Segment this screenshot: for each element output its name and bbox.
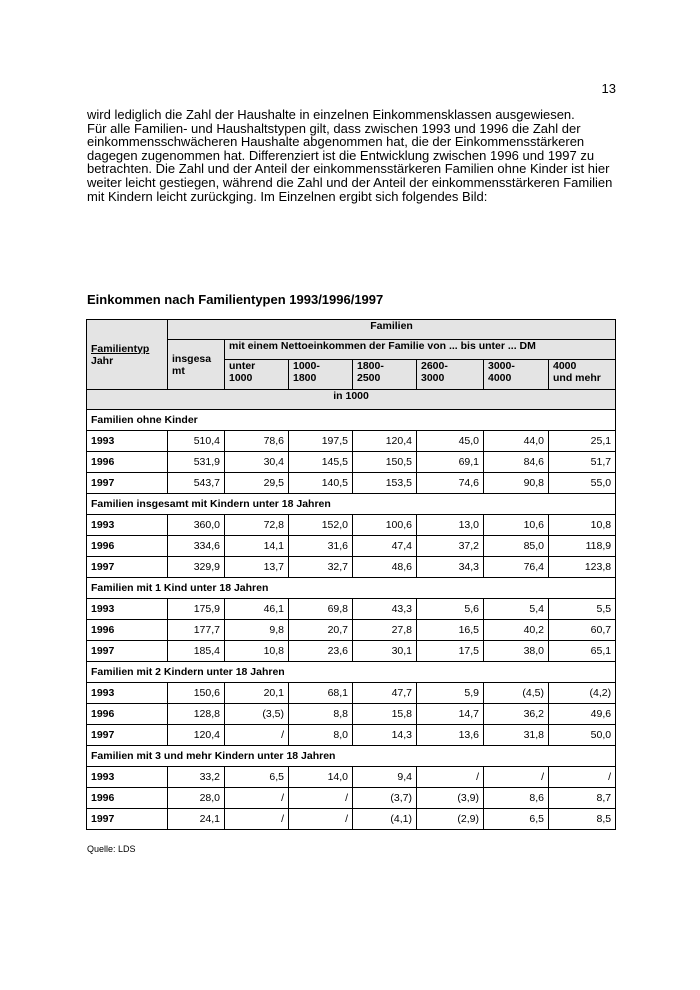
corner-label-year: Jahr <box>91 354 114 367</box>
value-cell: 44,0 <box>484 431 549 452</box>
value-cell: 20,1 <box>225 683 289 704</box>
value-cell: (2,9) <box>417 809 484 830</box>
total-cell: 177,7 <box>168 620 225 641</box>
value-cell: (3,5) <box>225 704 289 725</box>
value-cell: 34,3 <box>417 557 484 578</box>
income-column-header <box>549 360 616 390</box>
value-cell: 49,6 <box>549 704 616 725</box>
value-cell: 6,5 <box>484 809 549 830</box>
value-cell: 90,8 <box>484 473 549 494</box>
value-cell: 31,8 <box>484 725 549 746</box>
value-cell: 36,2 <box>484 704 549 725</box>
column-header-line: unter <box>229 360 256 372</box>
year-cell: 1996 <box>87 788 168 809</box>
total-cell: 185,4 <box>168 641 225 662</box>
table-header <box>87 320 616 410</box>
value-cell: 5,5 <box>549 599 616 620</box>
total-cell: 334,6 <box>168 536 225 557</box>
value-cell: 153,5 <box>353 473 417 494</box>
value-cell: 197,5 <box>289 431 353 452</box>
value-cell: 14,7 <box>417 704 484 725</box>
value-cell: 78,6 <box>225 431 289 452</box>
intro-line: Für alle Familien- und Haushaltstypen gilt, dass zwischen 1993 und 1996 die Zahl der <box>87 120 581 136</box>
group-row <box>87 494 616 515</box>
value-cell: 16,5 <box>417 620 484 641</box>
value-cell: 40,2 <box>484 620 549 641</box>
column-header-line: 1800- <box>357 360 384 372</box>
value-cell: 76,4 <box>484 557 549 578</box>
value-cell: 27,8 <box>353 620 417 641</box>
value-cell: 25,1 <box>549 431 616 452</box>
value-cell: / <box>484 767 549 788</box>
value-cell: (4,5) <box>484 683 549 704</box>
value-cell: 65,1 <box>549 641 616 662</box>
value-cell: 47,4 <box>353 536 417 557</box>
value-cell: 29,5 <box>225 473 289 494</box>
value-cell: 150,5 <box>353 452 417 473</box>
value-cell: 17,5 <box>417 641 484 662</box>
total-header-line: mt <box>172 364 185 377</box>
column-header-line: 2600- <box>421 360 448 372</box>
table-body <box>87 410 616 830</box>
table-row <box>87 557 616 578</box>
value-cell: (4,2) <box>549 683 616 704</box>
intro-paragraph <box>87 108 627 203</box>
value-cell: 85,0 <box>484 536 549 557</box>
table-row <box>87 620 616 641</box>
total-cell: 120,4 <box>168 725 225 746</box>
group-label: Familien insgesamt mit Kindern unter 18 Jahren <box>87 494 616 515</box>
table-row <box>87 704 616 725</box>
year-cell: 1996 <box>87 536 168 557</box>
table-row <box>87 683 616 704</box>
table-row <box>87 536 616 557</box>
value-cell: 10,8 <box>549 515 616 536</box>
group-label: Familien mit 2 Kindern unter 18 Jahren <box>87 662 616 683</box>
total-cell: 329,9 <box>168 557 225 578</box>
value-cell: 15,8 <box>353 704 417 725</box>
total-cell: 531,9 <box>168 452 225 473</box>
income-column-header <box>484 360 549 390</box>
value-cell: 152,0 <box>289 515 353 536</box>
value-cell: 8,7 <box>549 788 616 809</box>
table-title: Einkommen nach Familientypen 1993/1996/1997 <box>87 292 384 307</box>
source-note: Quelle: LDS <box>87 844 136 854</box>
value-cell: 84,6 <box>484 452 549 473</box>
value-cell: 50,0 <box>549 725 616 746</box>
value-cell: 6,5 <box>225 767 289 788</box>
value-cell: / <box>225 725 289 746</box>
intro-line: einkommensschwächeren Haushalte abgenommen hat, die der Einkommensstärkeren <box>87 134 585 150</box>
value-cell: 8,8 <box>289 704 353 725</box>
total-cell: 150,6 <box>168 683 225 704</box>
table-row <box>87 431 616 452</box>
value-cell: 118,9 <box>549 536 616 557</box>
table-row <box>87 809 616 830</box>
column-header-line: 1000- <box>293 360 320 372</box>
value-cell: 43,3 <box>353 599 417 620</box>
year-cell: 1997 <box>87 725 168 746</box>
corner-header-cell <box>87 320 168 390</box>
value-cell: 5,4 <box>484 599 549 620</box>
total-cell: 543,7 <box>168 473 225 494</box>
value-cell: (3,9) <box>417 788 484 809</box>
intro-line: dagegen zugenommen hat. Differenziert ist die Entwicklung zwischen 1996 und 1997 zu <box>87 147 595 163</box>
column-header-line: 1000 <box>229 372 253 384</box>
value-cell: 20,7 <box>289 620 353 641</box>
year-cell: 1997 <box>87 473 168 494</box>
table-row <box>87 473 616 494</box>
families-header: Familien <box>168 320 616 340</box>
value-cell: 32,7 <box>289 557 353 578</box>
value-cell: 145,5 <box>289 452 353 473</box>
value-cell: 60,7 <box>549 620 616 641</box>
year-cell: 1997 <box>87 557 168 578</box>
year-cell: 1996 <box>87 620 168 641</box>
value-cell: 8,5 <box>549 809 616 830</box>
group-row <box>87 410 616 431</box>
column-header-line: 3000 <box>421 372 445 384</box>
value-cell: 74,6 <box>417 473 484 494</box>
table-row <box>87 599 616 620</box>
table-row <box>87 452 616 473</box>
total-cell: 175,9 <box>168 599 225 620</box>
intro-line: weiter leicht gestiegen, während die Zahl und der Anteil der einkommensstärkeren Familien <box>87 174 613 190</box>
value-cell: 51,7 <box>549 452 616 473</box>
value-cell: 55,0 <box>549 473 616 494</box>
total-cell: 24,1 <box>168 809 225 830</box>
total-cell: 510,4 <box>168 431 225 452</box>
intro-line: mit Kindern leicht zurückging. Im Einzelnen ergibt sich folgendes Bild: <box>87 188 488 204</box>
value-cell: 123,8 <box>549 557 616 578</box>
income-table <box>86 319 616 830</box>
value-cell: 13,6 <box>417 725 484 746</box>
total-cell: 128,8 <box>168 704 225 725</box>
value-cell: 68,1 <box>289 683 353 704</box>
intro-line: betrachten. Die Zahl und der Anteil der einkommensstärkeren Familien ohne Kinder ist hier <box>87 161 610 177</box>
value-cell: 8,0 <box>289 725 353 746</box>
value-cell: 30,1 <box>353 641 417 662</box>
income-column-header <box>225 360 289 390</box>
value-cell: 9,8 <box>225 620 289 641</box>
table-row <box>87 767 616 788</box>
value-cell: 48,6 <box>353 557 417 578</box>
column-header-line: 4000 <box>553 360 577 372</box>
column-header-line: 4000 <box>488 372 512 384</box>
table-row <box>87 788 616 809</box>
value-cell: 13,7 <box>225 557 289 578</box>
income-column-header <box>353 360 417 390</box>
column-header-line: und mehr <box>553 372 601 384</box>
group-label: Familien mit 1 Kind unter 18 Jahren <box>87 578 616 599</box>
column-header-line: 1800 <box>293 372 317 384</box>
total-header-line: insgesa <box>172 352 212 365</box>
value-cell: 9,4 <box>353 767 417 788</box>
value-cell: 14,0 <box>289 767 353 788</box>
intro-line: wird lediglich die Zahl der Haushalte in einzelnen Einkommensklassen ausgewiesen. <box>87 107 575 122</box>
value-cell: 100,6 <box>353 515 417 536</box>
value-cell: 69,8 <box>289 599 353 620</box>
income-range-header: mit einem Nettoeinkommen der Familie von ... bis unter ... DM <box>225 340 616 360</box>
value-cell: (3,7) <box>353 788 417 809</box>
group-row <box>87 746 616 767</box>
value-cell: 14,3 <box>353 725 417 746</box>
table-row <box>87 725 616 746</box>
value-cell: 45,0 <box>417 431 484 452</box>
year-cell: 1993 <box>87 515 168 536</box>
value-cell: 47,7 <box>353 683 417 704</box>
value-cell: 72,8 <box>225 515 289 536</box>
year-cell: 1993 <box>87 683 168 704</box>
year-cell: 1996 <box>87 452 168 473</box>
year-cell: 1993 <box>87 431 168 452</box>
table-row <box>87 515 616 536</box>
value-cell: 5,6 <box>417 599 484 620</box>
unit-header: in 1000 <box>87 390 616 410</box>
value-cell: 120,4 <box>353 431 417 452</box>
value-cell: 5,9 <box>417 683 484 704</box>
value-cell: 69,1 <box>417 452 484 473</box>
table-row <box>87 641 616 662</box>
value-cell: 10,6 <box>484 515 549 536</box>
column-header-line: 3000- <box>488 360 515 372</box>
group-label: Familien mit 3 und mehr Kindern unter 18 Jahren <box>87 746 616 767</box>
value-cell: / <box>289 788 353 809</box>
value-cell: (4,1) <box>353 809 417 830</box>
total-cell: 33,2 <box>168 767 225 788</box>
value-cell: 8,6 <box>484 788 549 809</box>
value-cell: 14,1 <box>225 536 289 557</box>
year-cell: 1997 <box>87 641 168 662</box>
value-cell: / <box>225 809 289 830</box>
value-cell: / <box>225 788 289 809</box>
group-label: Familien ohne Kinder <box>87 410 616 431</box>
page-number: 13 <box>601 81 616 96</box>
value-cell: / <box>289 809 353 830</box>
value-cell: 23,6 <box>289 641 353 662</box>
total-cell: 28,0 <box>168 788 225 809</box>
group-row <box>87 578 616 599</box>
total-cell: 360,0 <box>168 515 225 536</box>
value-cell: 140,5 <box>289 473 353 494</box>
income-column-header <box>289 360 353 390</box>
value-cell: 30,4 <box>225 452 289 473</box>
value-cell: 13,0 <box>417 515 484 536</box>
group-row <box>87 662 616 683</box>
value-cell: / <box>417 767 484 788</box>
value-cell: 10,8 <box>225 641 289 662</box>
year-cell: 1993 <box>87 599 168 620</box>
column-header-line: 2500 <box>357 372 381 384</box>
value-cell: 31,6 <box>289 536 353 557</box>
year-cell: 1993 <box>87 767 168 788</box>
total-header-cell <box>168 340 225 390</box>
year-cell: 1997 <box>87 809 168 830</box>
value-cell: 37,2 <box>417 536 484 557</box>
corner-label-type: Familientyp <box>91 342 150 355</box>
year-cell: 1996 <box>87 704 168 725</box>
value-cell: / <box>549 767 616 788</box>
income-column-header <box>417 360 484 390</box>
value-cell: 46,1 <box>225 599 289 620</box>
value-cell: 38,0 <box>484 641 549 662</box>
